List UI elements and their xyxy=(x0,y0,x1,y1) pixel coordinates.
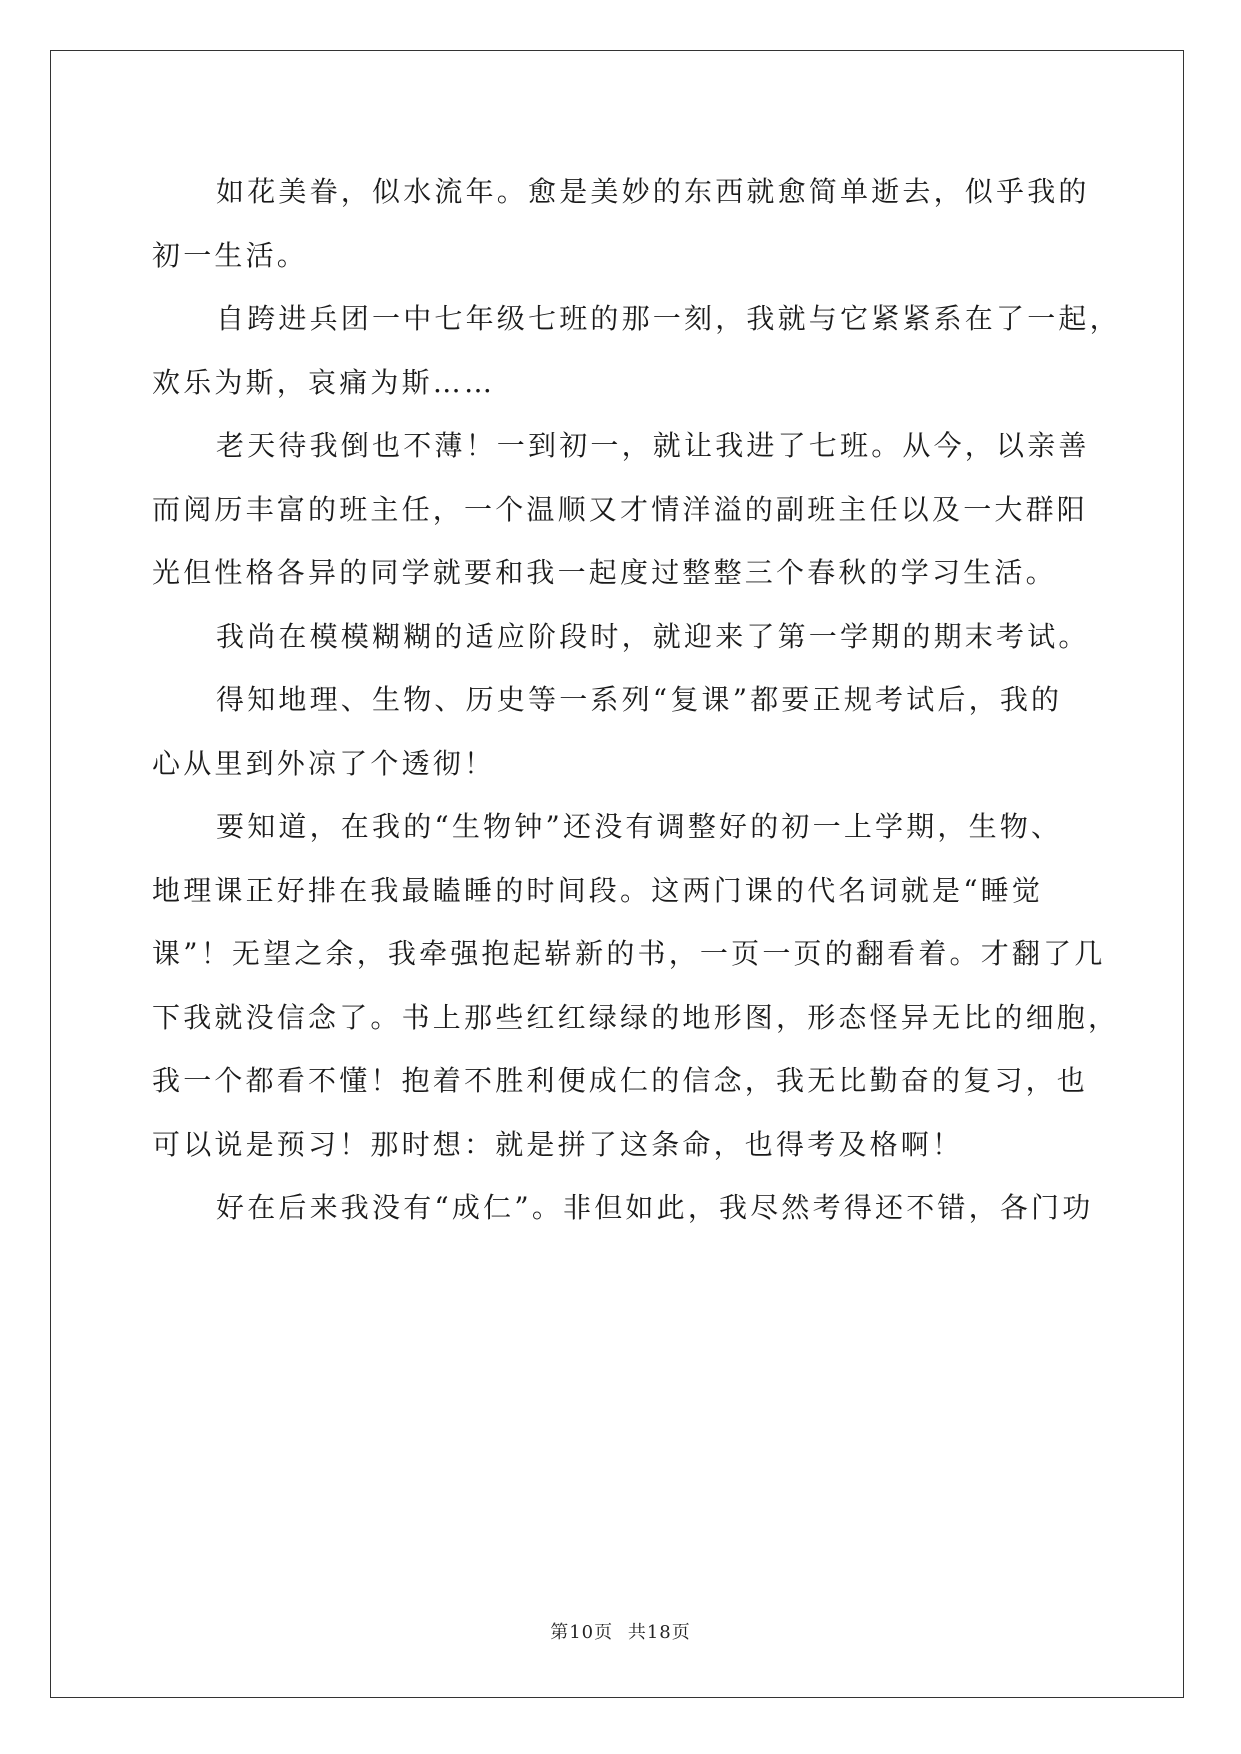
text-line: 心从里到外凉了个透彻！ xyxy=(152,746,496,780)
text-line: 光但性格各异的同学就要和我一起度过整整三个春秋的学习生活。 xyxy=(152,556,1057,589)
text-line: 而阅历丰富的班主任，一个温顺又才情洋溢的副班主任以及一大群阳 xyxy=(152,492,1089,526)
paragraph xyxy=(152,160,1090,287)
text-line: 我尚在模模糊糊的适应阶段时，就迎来了第一学期的期末考试。 xyxy=(216,619,1090,653)
text-line: 下我就没信念了。书上那些红红绿绿的地形图，形态怪异无比的细胞， xyxy=(152,1000,1120,1034)
text-line: 如花美眷，似水流年。愈是美妙的东西就愈简单逝去，似乎我的 xyxy=(216,175,1090,208)
paragraph xyxy=(152,605,1090,669)
page-footer xyxy=(0,1618,1241,1644)
text-line: 老天待我倒也不薄！一到初一，就让我进了七班。从今，以亲善 xyxy=(216,429,1090,462)
text-line: 好在后来我没有“成仁”。非但如此，我尽然考得还不错，各门功 xyxy=(216,1191,1094,1224)
text-line: 可以说是预习！那时想：就是拼了这条命，也得考及格啊！ xyxy=(152,1127,964,1161)
text-line: 要知道，在我的“生物钟”还没有调整好的初一上学期，生物、 xyxy=(216,810,1063,843)
text-line: 欢乐为斯，哀痛为斯…… xyxy=(152,365,496,399)
page-total: 共18页 xyxy=(627,1622,691,1643)
paragraph xyxy=(152,1176,1094,1240)
text-line: 我一个都看不懂！抱着不胜利便成仁的信念，我无比勤奋的复习，也 xyxy=(152,1064,1089,1097)
paragraph xyxy=(152,414,1090,605)
paragraph xyxy=(152,287,1121,414)
text-line: 自跨进兵团一中七年级七班的那一刻，我就与它紧紧系在了一起， xyxy=(216,302,1121,335)
paragraph xyxy=(152,795,1120,1176)
document-body xyxy=(152,160,1121,1240)
text-line: 地理课正好排在我最瞌睡的时间段。这两门课的代名词就是“睡觉 xyxy=(152,873,1044,907)
paragraph xyxy=(152,668,1087,795)
text-line: 课”！无望之余，我牵强抱起崭新的书，一页一页的翻看着。才翻了几 xyxy=(152,937,1106,970)
text-line: 初一生活。 xyxy=(152,238,309,272)
text-line: 得知地理、生物、历史等一系列“复课”都要正规考试后，我的 xyxy=(216,683,1063,716)
page-number: 第10页 xyxy=(550,1622,614,1643)
